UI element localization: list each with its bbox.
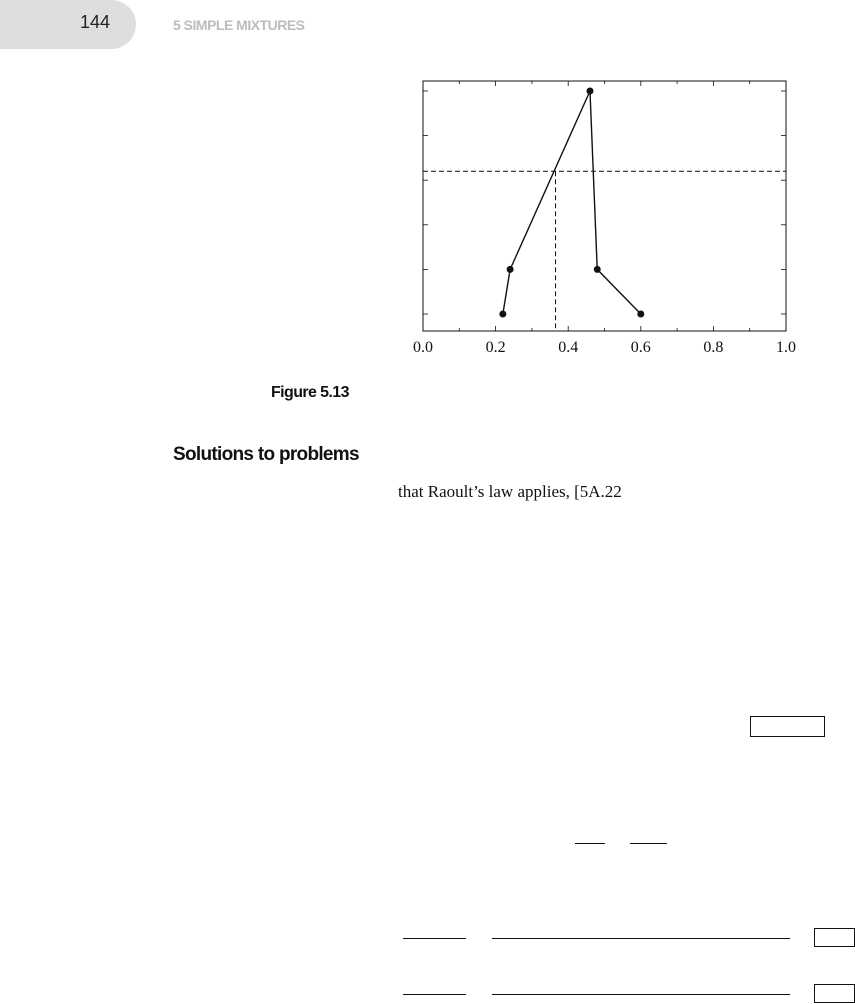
figure-chart (0, 0, 855, 380)
fraction-bar (492, 994, 790, 995)
data-point (594, 266, 601, 273)
running-head: 5 SIMPLE MIXTURES (173, 17, 305, 33)
fraction-bar (630, 843, 667, 844)
fraction-bar (403, 938, 466, 939)
equation-number-box (814, 928, 855, 947)
x-tick-label: 0.2 (485, 339, 506, 356)
x-tick-label: 0.6 (630, 339, 651, 356)
data-point (507, 266, 514, 273)
x-tick-label: 0.4 (558, 339, 579, 356)
data-point (499, 311, 506, 318)
series-line (503, 91, 641, 314)
x-tick-label: 0.0 (413, 339, 433, 356)
x-tick-label: 0.8 (703, 339, 724, 356)
figure-label: Figure 5.13 (271, 384, 349, 401)
section-heading: Solutions to problems (173, 444, 359, 465)
plot-frame (423, 81, 786, 331)
fraction-bar (492, 938, 790, 939)
x-tick-label: 1.0 (776, 339, 796, 356)
answer-box (750, 716, 825, 737)
fraction-bar (575, 843, 605, 844)
data-point (586, 88, 593, 95)
body-text-line: that Raoult’s law applies, [5A.22 (398, 482, 622, 501)
data-point (637, 311, 644, 318)
fraction-bar (403, 994, 466, 995)
equation-number-box (814, 984, 855, 1003)
page-number: 144 (80, 12, 111, 32)
